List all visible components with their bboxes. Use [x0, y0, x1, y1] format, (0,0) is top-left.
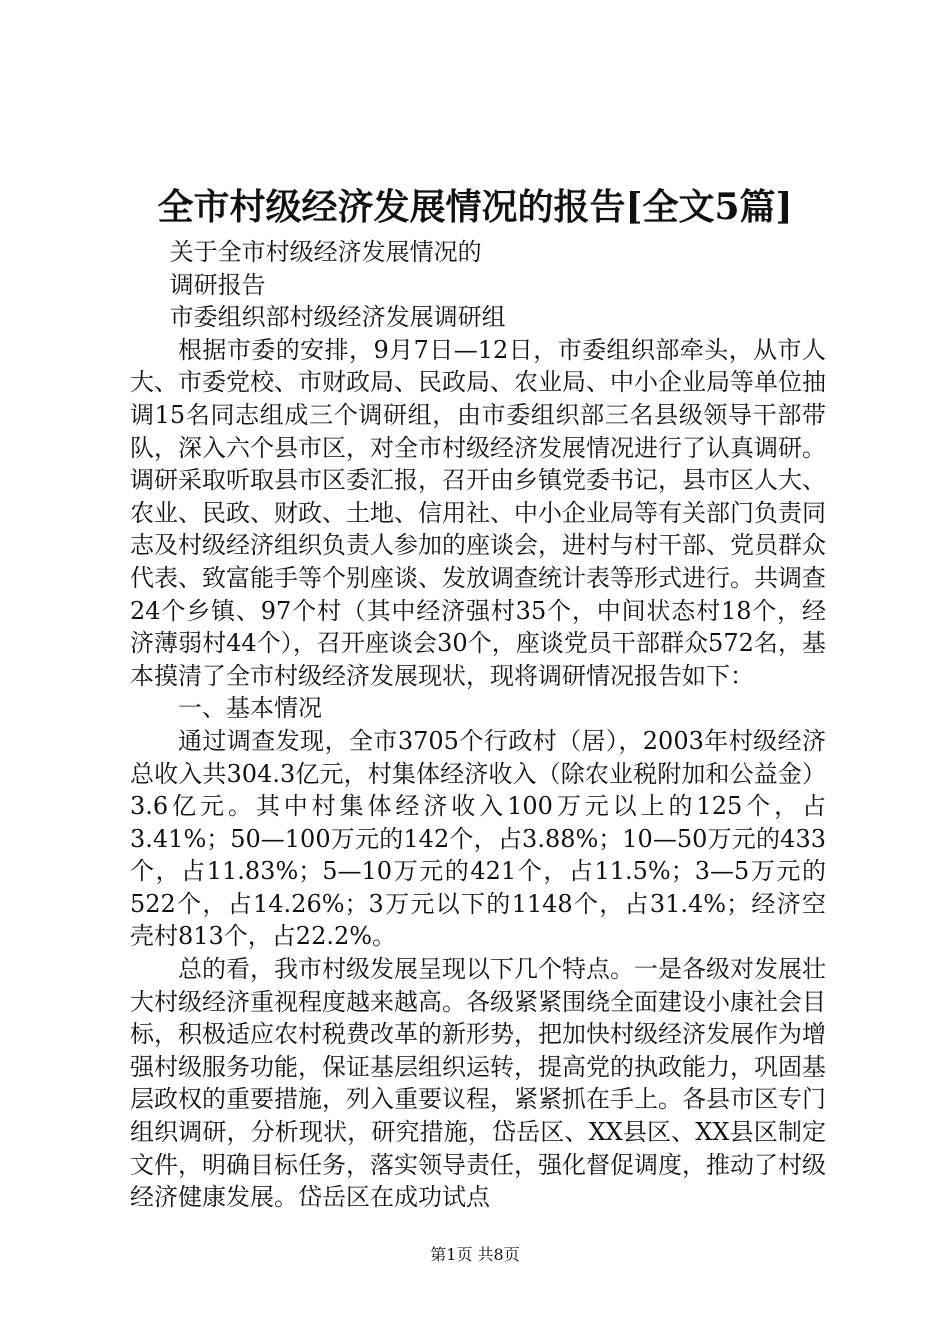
- heading-line: 关于全市村级经济发展情况的: [169, 238, 482, 266]
- document-title: 全市村级经济发展情况的报告[全文5篇]: [157, 186, 793, 228]
- document-body: [130, 236, 826, 1214]
- paragraph: 总的看，我市村级发展呈现以下几个特点。一是各级对发展壮大村级经济重视程度越来越高。各级紧紧围绕全面建设小康社会目标，积极适应农村税费改革的新形势，把加快村级经济发展作为增强村级服务功能，保证基层组织运转，提高党的执政能力，巩固基层政权的重要措施，列入重要议程，紧紧抓在手上。各县市区专门组织调研，分析现状，研究措施，岱岳区、XX县区、XX县区制定文件，明确目标任务，落实领导责任，强化督促调度，推动了村级经济健康发展。岱岳区在成功试点: [130, 955, 826, 1212]
- page-number: 第1页 共8页: [430, 1245, 520, 1264]
- heading-line: 调研报告: [169, 270, 266, 299]
- author-line: 市委组织部村级经济发展调研组: [169, 303, 506, 332]
- paragraph: 通过调查发现，全市3705个行政村（居），2003年村级经济总收入共304.3亿元，村集体经济收入（除农业税附加和公益金）3.6亿元。其中村集体经济收入100万元以上的125个，占3.41%；50—100万元的142个，占3.88%；10—50万元的433个，占11.83%；5—10万元的421个，占11.5%；3—5万元的522个，占14.26%；3万元以下的1148个，占31.4%；经济空壳村813个，占22.2%。: [130, 726, 826, 951]
- section-heading: 一、基本情况: [178, 694, 322, 723]
- paragraph: 根据市委的安排，9月7日—12日，市委组织部牵头，从市人大、市委党校、市财政局、民政局、农业局、中小企业局等单位抽调15名同志组成三个调研组，由市委组织部三名县级领导干部带队，深入六个县市区，对全市村级经济发展情况进行了认真调研。调研采取听取县市区委汇报，召开由乡镇党委书记，县市区人大、农业、民政、财政、土地、信用社、中小企业局等有关部门负责同志及村级经济组织负责人参加的座谈会，进村与村干部、党员群众代表、致富能手等个别座谈、发放调查统计表等形式进行。共调查24个乡镇、97个村（其中经济强村35个，中间状态村18个，经济薄弱村44个），召开座谈会30个，座谈党员干部群众572名，基本摸清了全市村级经济发展现状，现将调研情况报告如下：: [130, 335, 826, 690]
